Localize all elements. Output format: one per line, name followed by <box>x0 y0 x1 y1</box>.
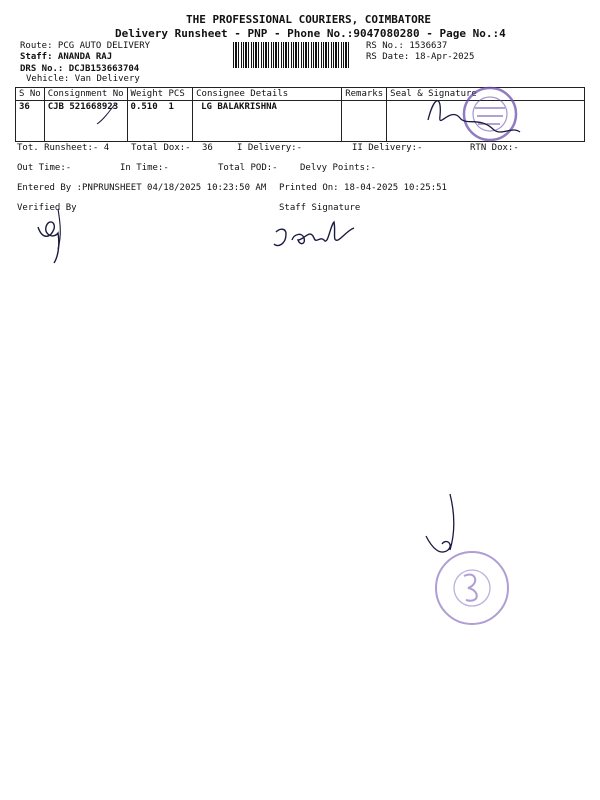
cell-consignee: LG BALAKRISHNA <box>193 101 342 142</box>
delivery-points: Delvy Points:- <box>300 163 376 173</box>
cell-remarks <box>342 101 387 142</box>
col-header-consignment: Consignment No <box>44 88 127 101</box>
col-header-seal-signature: Seal & Signature <box>387 88 585 101</box>
company-name: THE PROFESSIONAL COURIERS, COIMBATORE <box>186 13 432 26</box>
receiver-stamp-signature <box>420 86 530 146</box>
verified-signature <box>32 205 77 267</box>
barcode <box>233 42 349 68</box>
cell-weight: 0.510 <box>130 102 158 112</box>
col-header-consignee: Consignee Details <box>193 88 342 101</box>
rs-number: RS No.: 1536637 <box>366 41 448 51</box>
cell-consignment: CJB 521668923 <box>44 101 127 142</box>
in-time: In Time:- <box>120 163 169 173</box>
rtn-dox: RTN Dox:- <box>470 143 519 153</box>
runsheet-title: Delivery Runsheet - PNP - Phone No.:9047080280 - Page No.:4 <box>115 27 506 40</box>
cell-sno: 36 <box>16 101 45 142</box>
vehicle: Vehicle: Van Delivery <box>26 74 140 84</box>
total-runsheet: Tot. Runsheet:- 4 <box>17 143 110 153</box>
first-delivery: I Delivery:- <box>237 143 303 153</box>
total-pod: Total POD:- <box>218 163 278 173</box>
out-time: Out Time:- <box>17 163 72 173</box>
lower-stamp-signature <box>420 490 520 630</box>
printed-on: Printed On: 18-04-2025 10:25:51 <box>279 183 447 193</box>
pen-tick-mark <box>95 102 119 128</box>
col-header-sno: S No <box>16 88 45 101</box>
drs-number: DRS No.: DCJB153663704 <box>20 64 140 74</box>
staff-signature <box>270 218 360 254</box>
staff-signature-label: Staff Signature <box>279 203 361 213</box>
total-dox-value: 36 <box>202 143 213 153</box>
cell-pcs: 1 <box>168 102 174 112</box>
cell-weight-pcs <box>127 101 193 142</box>
rs-date: RS Date: 18-Apr-2025 <box>366 52 475 62</box>
staff: Staff: ANANDA RAJ <box>20 52 113 62</box>
route: Route: PCG AUTO DELIVERY <box>20 41 151 51</box>
total-dox-label: Total Dox:- <box>131 143 191 153</box>
verified-by-label: Verified By <box>17 203 77 213</box>
entered-by: Entered By :PNPRUNSHEET 04/18/2025 10:23:50 AM <box>17 183 267 193</box>
second-delivery: II Delivery:- <box>352 143 423 153</box>
col-header-weight-pcs: Weight PCS <box>127 88 193 101</box>
col-header-remarks: Remarks <box>342 88 387 101</box>
